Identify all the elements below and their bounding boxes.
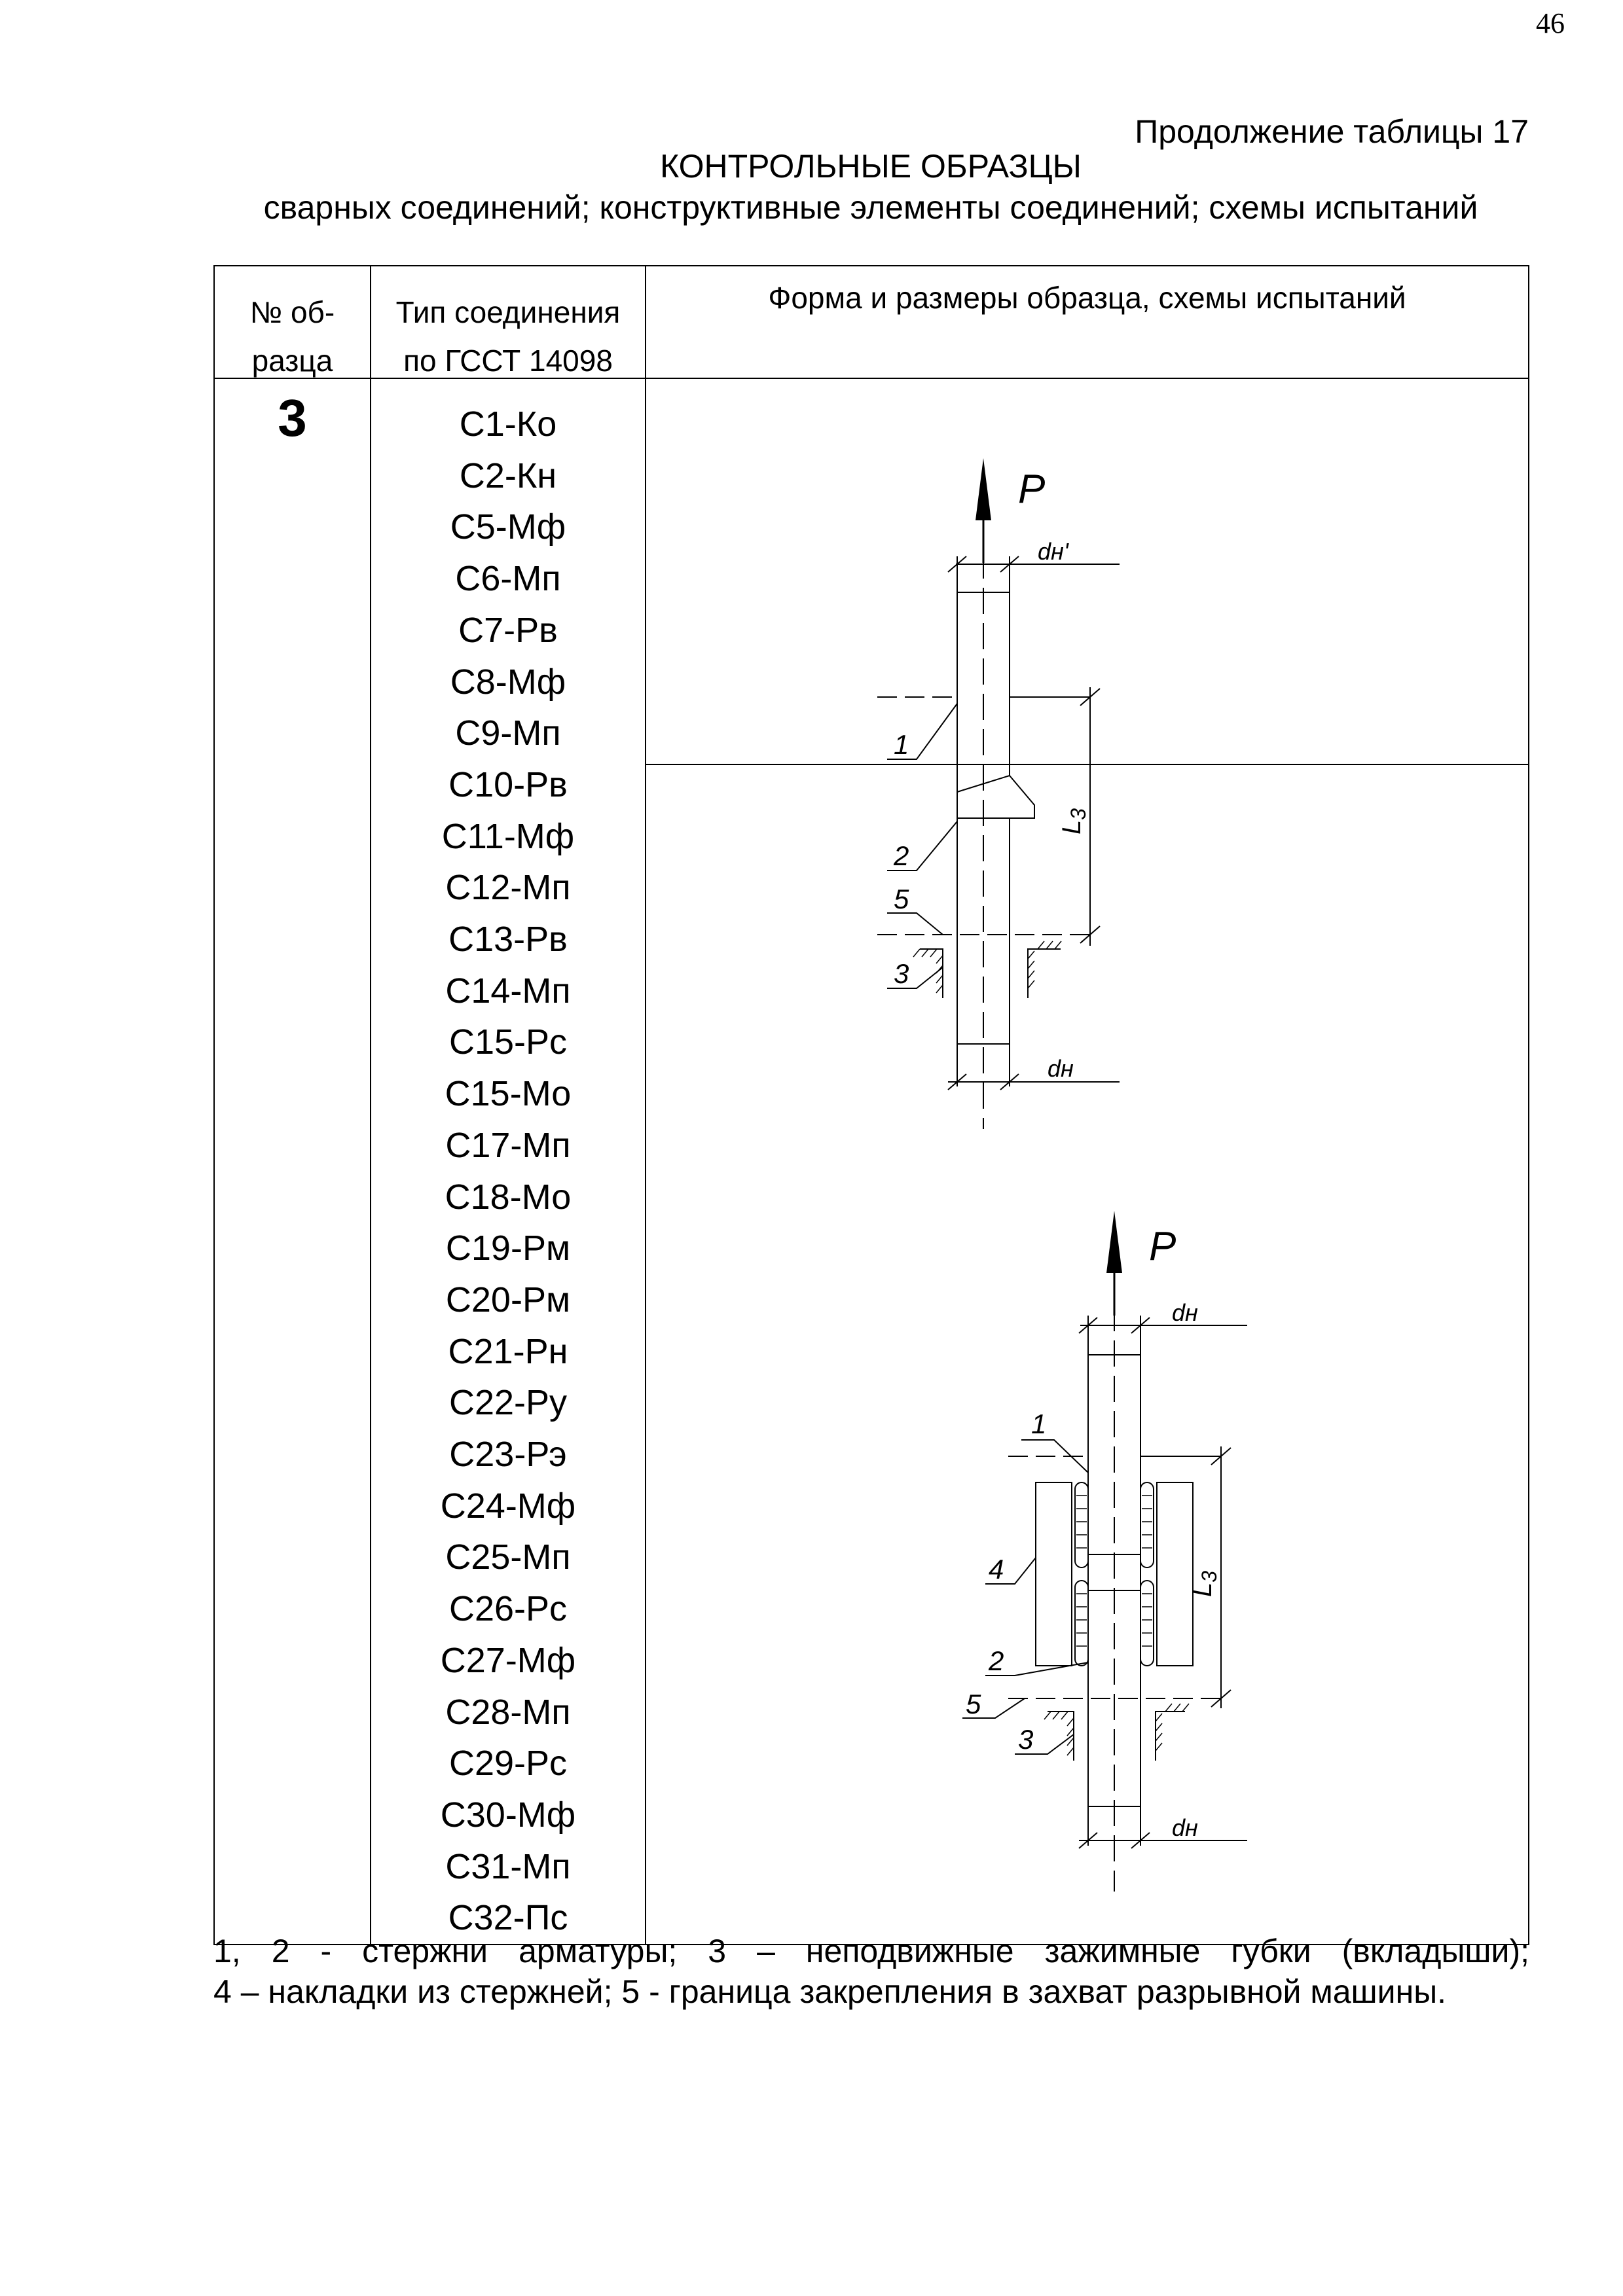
joint-type-item: С20-Рм [445,1280,571,1319]
joint-type-item: С21-Рн [448,1331,568,1371]
joint-type-item: С30-Мф [440,1795,576,1835]
footnote-line-2: 4 – накладки из стержней; 5 - граница закрепления в захват разрывной машины. [213,1973,1447,2010]
joint-type-item: С24-Мф [440,1486,576,1526]
length-label: $L_3$ [1057,808,1090,834]
lap-joint-scheme [962,1211,1247,1892]
callout-2-2: 2 [989,1645,1004,1676]
dim-bottom-label: dн [1048,1055,1074,1082]
dim-top-label-2: dн [1172,1299,1198,1326]
joint-type-item: С15-Мо [445,1074,572,1114]
callout-5: 5 [894,884,909,914]
joint-type-item: С7-Рв [458,610,558,650]
joint-type-item: С6-Мп [455,559,561,599]
header-joint-type-line2: по ГССТ 14098 [403,344,613,378]
callout-1-2: 1 [1031,1408,1047,1439]
force-arrow-head [976,458,991,520]
joint-type-item: С25-Мп [445,1537,571,1577]
joint-type-item: С29-Рс [448,1744,568,1784]
page-title: КОНТРОЛЬНЫЕ ОБРАЗЦЫ [660,148,1082,185]
header-joint-type-line1: Тип соединения [395,295,621,329]
joint-type-item: С10-Рв [448,764,568,804]
length-label-2: $L_3$ [1188,1570,1221,1597]
joint-type-item: С23-Рэ [449,1435,567,1475]
callout-4-2: 4 [989,1554,1004,1585]
joint-type-item: С31-Мп [445,1846,571,1886]
joint-type-item: С27-Мф [440,1640,576,1680]
header-shape-and-scheme-text: Форма и размеры образца, схемы испытаний [768,281,1406,315]
callout-1: 1 [894,729,909,760]
butt-joint-scheme [877,458,1120,1129]
joint-type-item: С17-Мп [445,1125,571,1165]
lap-joint-labels [966,1224,1221,1841]
dim-bottom-label-2: dн [1172,1814,1198,1841]
table-continuation-caption: Продолжение таблицы 17 [1135,113,1529,150]
header-sample-number-line1: № об- [249,295,335,329]
joint-type-item: С22-Ру [448,1383,568,1423]
joint-type-item: С18-Мо [445,1177,572,1217]
joint-type-item: С13-Рв [448,920,568,960]
joint-type-item: С5-Мф [450,507,566,547]
footnote-line-1: 1, 2 - стержни арматуры; 3 – неподвижные зажимные губки (вкладыши); [213,1933,1529,1969]
joint-type-item: С19-Рм [445,1229,571,1268]
joint-type-item: С12-Мп [445,868,571,908]
joint-type-item: С28-Мп [445,1692,571,1732]
joint-type-item: С9-Мп [455,713,561,753]
page-number: 46 [1536,7,1565,39]
joint-type-item: С14-Мп [445,971,571,1011]
callout-3: 3 [894,958,909,989]
joint-type-item: С8-Мф [450,662,566,702]
force-label-2: P [1149,1224,1176,1269]
callout-5-2: 5 [966,1689,981,1719]
joint-type-item: С15-Рс [448,1022,568,1062]
force-label: P [1018,467,1046,512]
joint-type-item: С26-Рс [448,1589,568,1629]
sample-number: 3 [278,389,307,447]
header-sample-number-line2: разца [251,344,333,378]
joint-type-item: С11-Мф [441,816,575,856]
joint-type-item: С1-Ко [459,404,557,444]
butt-joint-labels [893,467,1090,1082]
callout-3-2: 3 [1018,1724,1034,1755]
joint-type-item: С32-Пс [448,1898,568,1938]
page-subtitle: сварных соединений; конструктивные элементы соединений; схемы испытаний [263,189,1478,226]
footnote [213,1931,1529,2012]
callout-2: 2 [894,840,909,871]
joint-type-item: С2-Кн [459,456,557,495]
dim-top-label: dн' [1038,538,1068,565]
